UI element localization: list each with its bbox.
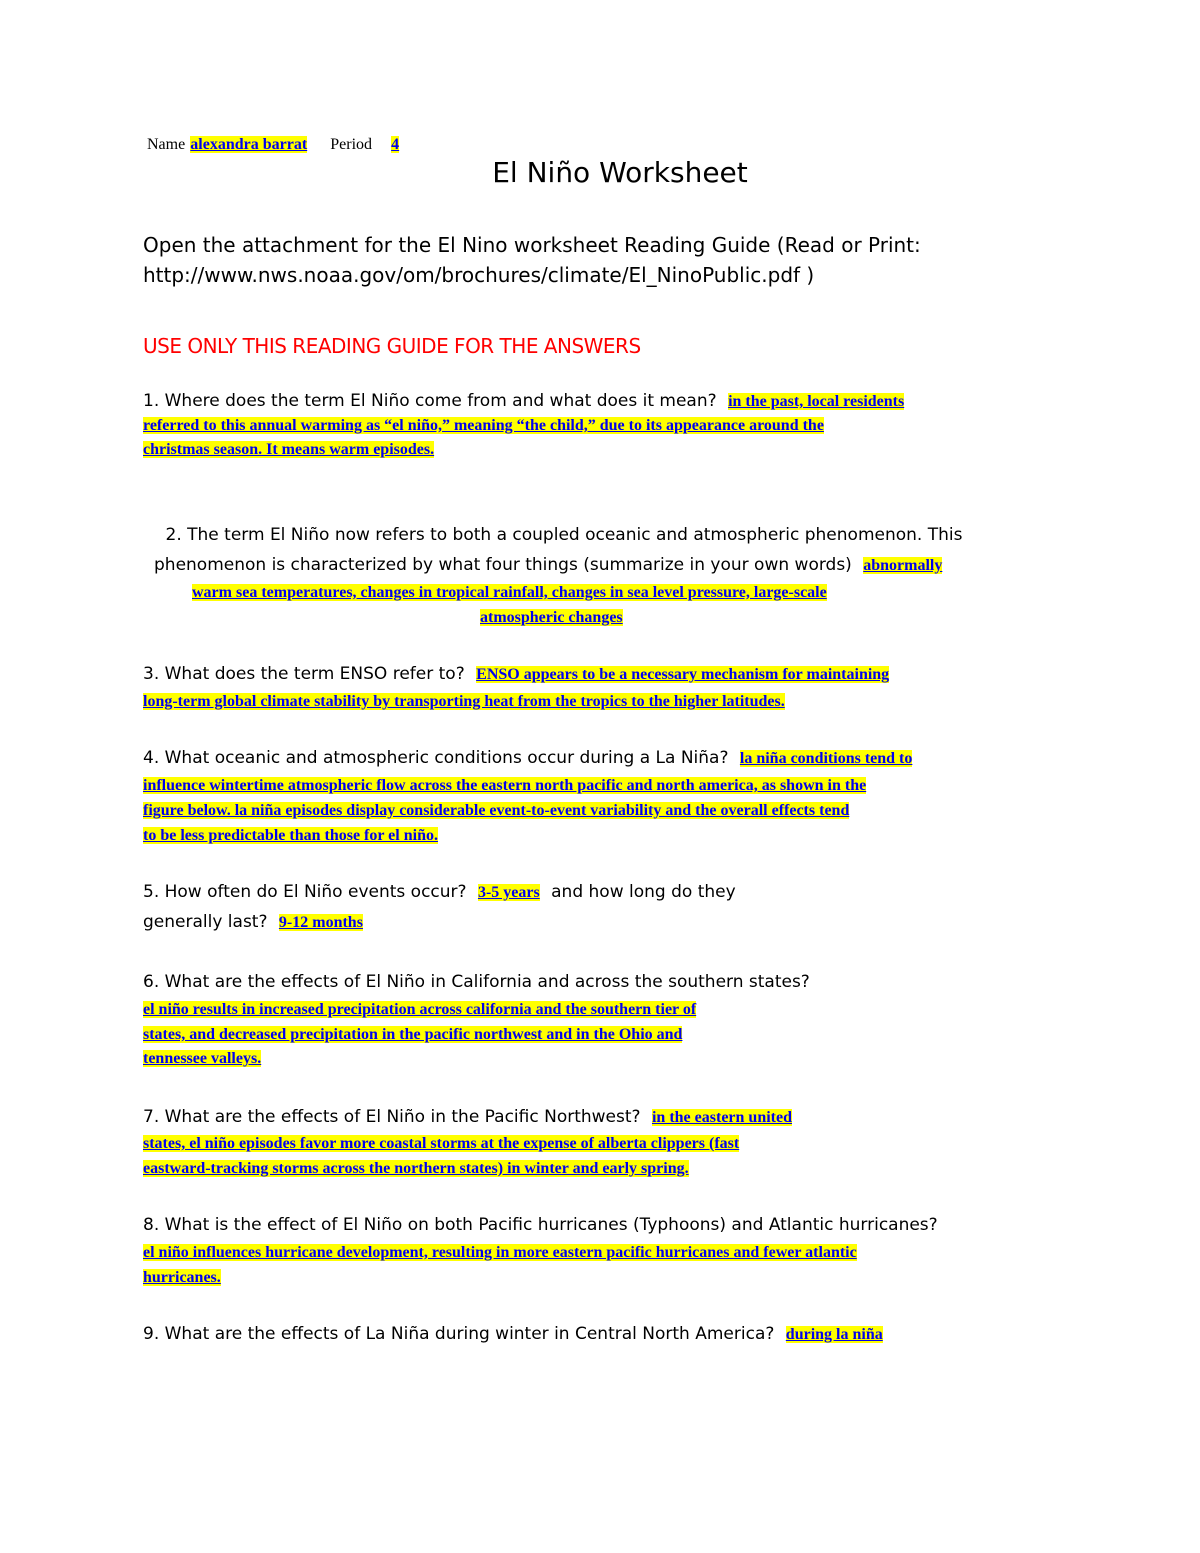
answer-4-line-2: influence wintertime atmospheric flow across the eastern north pacific and north america, as shown in the (143, 777, 867, 794)
name-label: Name (147, 136, 186, 153)
answer-3-line-2: long-term global climate stability by transporting heat from the tropics to the higher latitudes. (143, 693, 785, 710)
answer-9-line-1: during la niña (785, 1326, 883, 1343)
answer-4-line-4: to be less predictable than those for el niño. (143, 827, 438, 844)
question-1-text: 1. Where does the term El Niño come from and what does it mean? (143, 391, 717, 411)
answer-1-line-2: referred to this annual warming as “el niño,” meaning “the child,” due to its appearance around the (143, 417, 824, 434)
answer-1-line-1: in the past, local residents (728, 393, 905, 410)
question-5-text-a: 5. How often do El Niño events occur? (143, 882, 467, 902)
question-7 (143, 1107, 792, 1127)
period-label: Period (330, 136, 373, 153)
question-9-text: 9. What are the effects of La Niña during winter in Central North America? (143, 1324, 775, 1344)
question-7-text: 7. What are the effects of El Niño in the Pacific Northwest? (143, 1107, 641, 1127)
question-2-text: phenomenon is characterized by what four things (summarize in your own words) (154, 555, 852, 575)
question-6: 6. What are the effects of El Niño in California and across the southern states? (143, 972, 810, 992)
answer-2-line-1: abnormally (863, 557, 943, 574)
answer-4-line-3: figure below. la niña episodes display considerable event-to-event variability and the overall effects tend (143, 802, 850, 819)
question-2-line-2 (154, 555, 942, 575)
answer-3-line-1: ENSO appears to be a necessary mechanism for maintaining (476, 666, 890, 683)
page-title: El Niño Worksheet (492, 156, 748, 189)
question-9 (143, 1324, 883, 1344)
question-8: 8. What is the effect of El Niño on both Pacific hurricanes (Typhoons) and Atlantic hurricanes? (143, 1215, 938, 1235)
answer-7-line-1: in the eastern united (651, 1109, 792, 1126)
question-1 (143, 391, 904, 411)
name-value: alexandra barrat (190, 136, 308, 153)
name-period-line (147, 134, 399, 154)
answer-6-line-3: tennessee valleys. (143, 1050, 262, 1067)
answer-5b: 9-12 months (278, 914, 363, 931)
answer-7-line-2: states, el niño episodes favor more coastal storms at the expense of alberta clippers (fast (143, 1135, 740, 1152)
warning-heading: USE ONLY THIS READING GUIDE FOR THE ANSWERS (143, 334, 641, 358)
answer-6-line-2: states, and decreased precipitation in the pacific northwest and in the Ohio and (143, 1026, 683, 1043)
answer-8-line-1: el niño influences hurricane development, resulting in more eastern pacific hurricanes and fewer atlantic (143, 1244, 857, 1261)
question-5-text-c: generally last? (143, 912, 268, 932)
question-3 (143, 664, 889, 684)
answer-5a: 3-5 years (477, 884, 540, 901)
answer-1-line-3: christmas season. It means warm episodes. (143, 441, 435, 458)
answer-7-line-3: eastward-tracking storms across the northern states) in winter and early spring. (143, 1160, 689, 1177)
intro-line-1: Open the attachment for the El Nino worksheet Reading Guide (Read or Print: (143, 233, 921, 257)
intro-link[interactable]: http://www.nws.noaa.gov/om/brochures/climate/El_NinoPublic.pdf ) (143, 263, 815, 287)
answer-8-line-2: hurricanes. (143, 1269, 221, 1286)
answer-6-line-1: el niño results in increased precipitation across california and the southern tier of (143, 1001, 697, 1018)
answer-2-line-2: warm sea temperatures, changes in tropical rainfall, changes in sea level pressure, large-scale (192, 584, 827, 601)
question-4-text: 4. What oceanic and atmospheric conditions occur during a La Niña? (143, 748, 729, 768)
question-5 (143, 882, 736, 902)
answer-2-line-3: atmospheric changes (480, 609, 623, 626)
question-5-line-2 (143, 912, 363, 932)
period-value: 4 (391, 136, 400, 153)
question-3-text: 3. What does the term ENSO refer to? (143, 664, 465, 684)
question-4 (143, 748, 912, 768)
question-5-text-b: and how long do they (551, 882, 736, 902)
answer-4-line-1: la niña conditions tend to (739, 750, 913, 767)
question-2-line-1: 2. The term El Niño now refers to both a coupled oceanic and atmospheric phenomenon. This (165, 525, 963, 545)
